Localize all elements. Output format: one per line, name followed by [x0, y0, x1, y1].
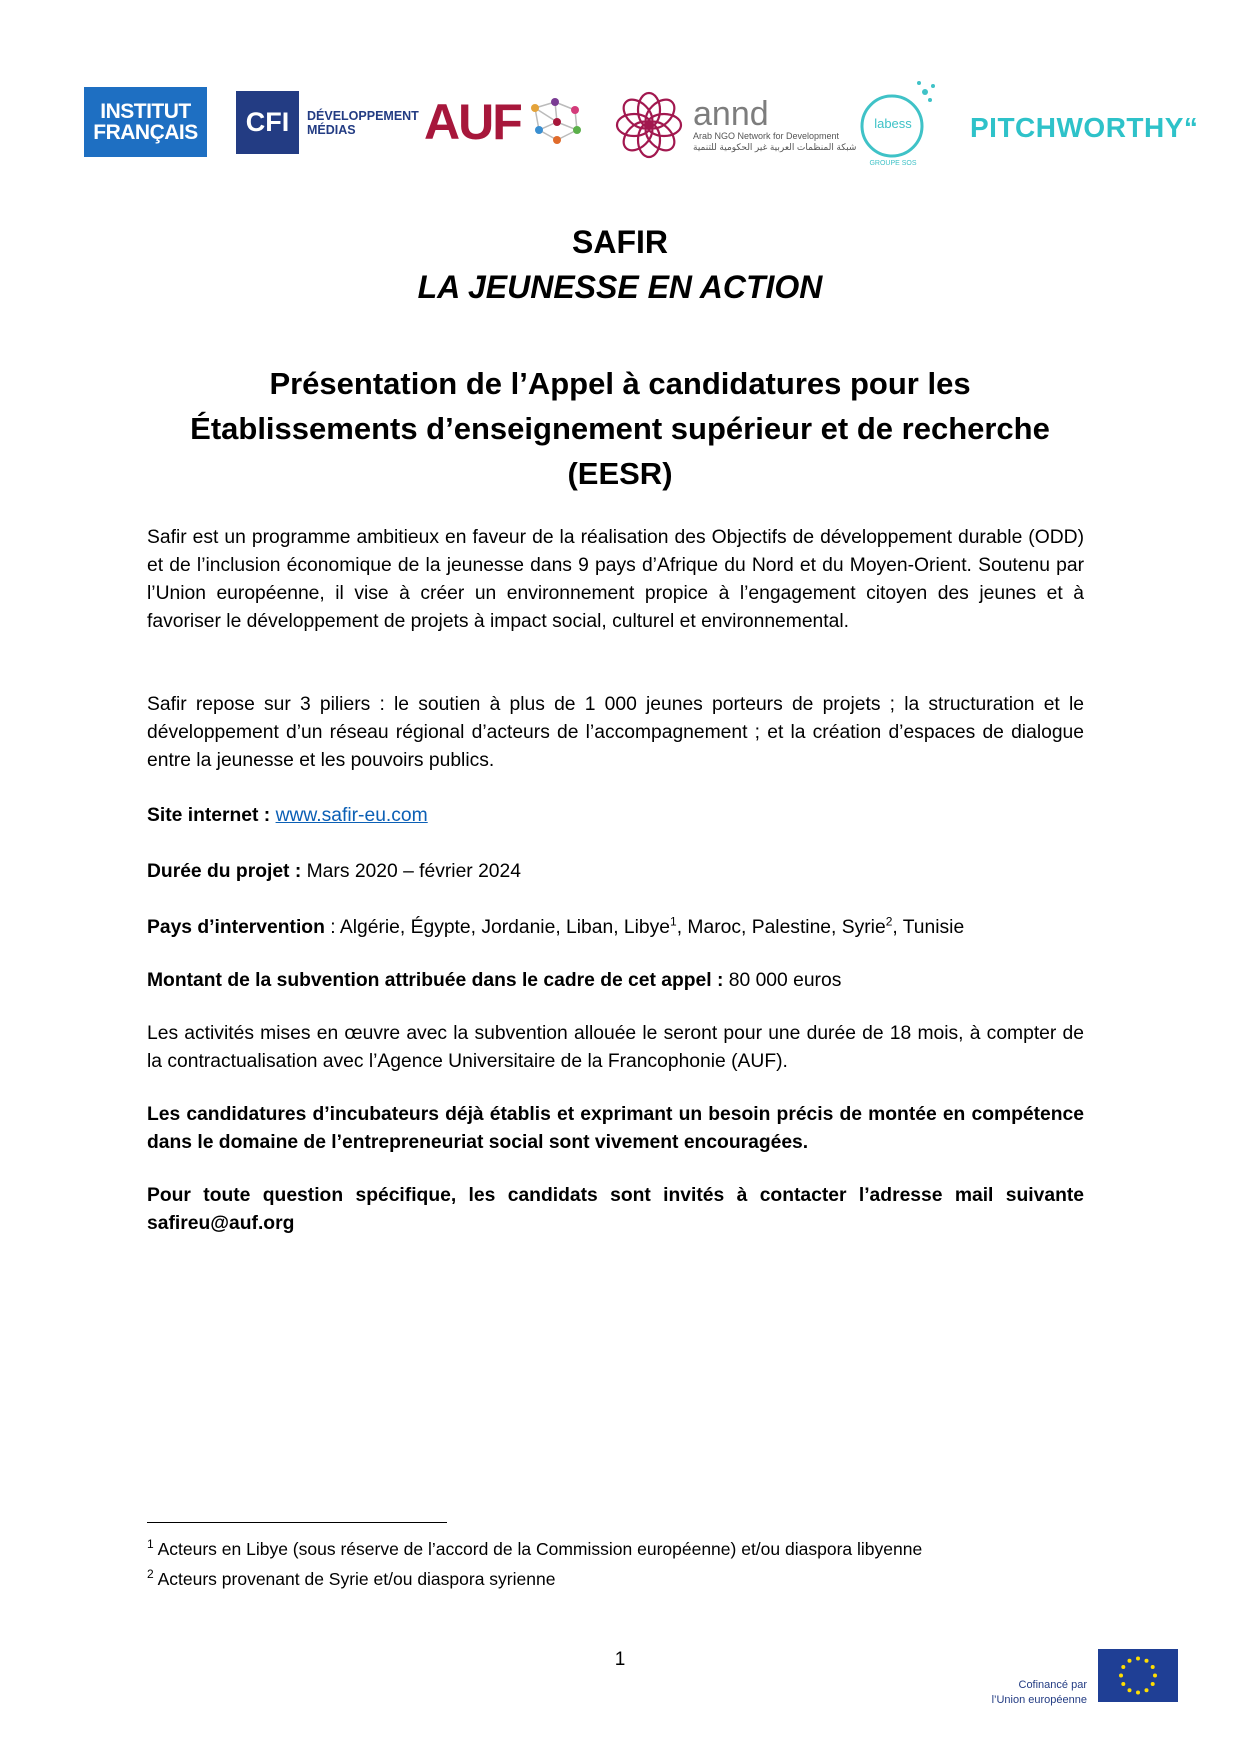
pillars-paragraph: Safir repose sur 3 piliers : le soutien à plus de 1 000 jeunes porteurs de projets ; la structuration et le développement d’un réseau régional d’acteurs de l’accompagnement ; et la création d’espaces de dialogue entre la jeunesse et les pouvoirs publics.: [147, 694, 1084, 771]
eu-star: [1128, 1659, 1132, 1663]
if-logo-line2: FRANÇAIS: [93, 121, 198, 144]
if-logo-line1: INSTITUT: [100, 100, 191, 123]
institut-francais-logo: [84, 87, 207, 157]
annd-arabic: شبكة المنظمات العربية غير الحكومية للتنمية: [693, 142, 857, 152]
incubators-paragraph: Les candidatures d’incubateurs déjà établis et exprimant un besoin précis de montée en compétence dans le domaine de l’entrepreneuriat social sont vivement encouragées.: [147, 1104, 1084, 1153]
footnote-2-text: Acteurs provenant de Syrie et/ou diaspora syrienne: [153, 1569, 556, 1589]
subtitle-line-3: (EESR): [567, 456, 673, 491]
labess-logo: [855, 78, 945, 174]
subtitle-line-2: Établissements d’enseignement supérieur et de recherche: [190, 411, 1050, 446]
countries-part-c: , Tunisie: [892, 917, 965, 938]
cfi-mark: CFI: [236, 91, 299, 154]
eu-star: [1119, 1674, 1123, 1678]
footnote-ref-1[interactable]: 1: [670, 914, 677, 929]
footnote-1: [147, 1538, 922, 1560]
eu-line-2: l’Union européenne: [991, 1694, 1087, 1706]
eu-star: [1153, 1674, 1157, 1678]
footnote-2-number: 2: [147, 1567, 154, 1582]
pitchworthy-logo: PITCHWORTHY“: [970, 112, 1199, 143]
eu-star: [1121, 1665, 1125, 1669]
eu-star: [1145, 1688, 1149, 1692]
auf-logo: [424, 94, 587, 150]
labess-wordmark: labess: [874, 116, 912, 131]
site-line: [147, 802, 1084, 830]
cfi-line1: DÉVELOPPEMENT: [307, 108, 419, 123]
duration-value: Mars 2020 – février 2024: [306, 861, 521, 882]
title-safir: SAFIR: [572, 224, 668, 260]
eu-star: [1151, 1665, 1155, 1669]
footnote-1-number: 1: [147, 1537, 154, 1552]
amount-line: [147, 967, 1084, 995]
duration-line: [147, 858, 1084, 886]
title-jeunesse: LA JEUNESSE EN ACTION: [417, 269, 823, 305]
annd-text: [693, 97, 856, 153]
duration-label: Durée du projet :: [147, 861, 302, 882]
eu-star: [1151, 1682, 1155, 1686]
auf-network-icon: [525, 94, 587, 150]
annd-wordmark: annd: [693, 95, 769, 133]
page-number: 1: [614, 1649, 626, 1670]
footnote-divider: [147, 1522, 447, 1523]
annd-subtitle: Arab NGO Network for Development: [693, 131, 840, 141]
eu-star: [1136, 1657, 1140, 1661]
annd-flower-icon: [613, 88, 685, 162]
countries-part-b: , Maroc, Palestine, Syrie: [676, 917, 886, 938]
contact-paragraph: Pour toute question spécifique, les candidats sont invités à contacter l’adresse mail suivante safireu@auf.org: [147, 1185, 1084, 1234]
cfi-logo: [236, 91, 419, 154]
eu-line-1: Cofinancé par: [1018, 1679, 1087, 1691]
subtitle-line-1: Présentation de l’Appel à candidatures pour les: [269, 366, 971, 401]
countries-line: [147, 914, 1084, 942]
activities-paragraph: Les activités mises en œuvre avec la subvention allouée le seront pour une durée de 18 mois, à compter de la contractualisation avec l’Agence Universitaire de la Francophonie (AUF).: [147, 1023, 1084, 1072]
auf-wordmark: AUF: [424, 94, 521, 150]
amount-value: 80 000 euros: [723, 970, 842, 991]
annd-logo: [613, 88, 856, 162]
footnote-1-text: Acteurs en Libye (sous réserve de l’accord de la Commission européenne) et/ou diaspora libyenne: [153, 1539, 923, 1559]
eu-flag-icon: [1098, 1649, 1178, 1702]
eu-star: [1145, 1659, 1149, 1663]
cfi-text: [307, 109, 419, 137]
subtitle-presentation: [0, 361, 1240, 496]
countries-label: Pays d’intervention: [147, 917, 325, 938]
eu-cofinance-text: [972, 1678, 1087, 1708]
site-link[interactable]: www.safir-eu.com: [275, 805, 428, 826]
eu-star: [1128, 1688, 1132, 1692]
site-label: Site internet :: [147, 805, 271, 826]
labess-tag: GROUPE SOS: [869, 160, 917, 167]
countries-part-a: : Algérie, Égypte, Jordanie, Liban, Libye: [324, 917, 671, 938]
cfi-line2: MÉDIAS: [307, 122, 356, 137]
eu-star: [1121, 1682, 1125, 1686]
amount-label: Montant de la subvention attribuée dans le cadre de cet appel :: [147, 970, 724, 991]
footnote-2: [147, 1568, 555, 1590]
intro-paragraph: Safir est un programme ambitieux en faveur de la réalisation des Objectifs de développement durable (ODD) et de l’inclusion économique de la jeunesse dans 9 pays d’Afrique du Nord et du Moyen-Orient. Soutenu par l’Union européenne, il vise à créer un environnement propice à l’engagement citoyen des jeunes et à favoriser le développement de projets à impact social, culturel et environnemental.: [147, 527, 1084, 632]
footnote-ref-2[interactable]: 2: [885, 914, 893, 929]
eu-star: [1136, 1691, 1140, 1695]
